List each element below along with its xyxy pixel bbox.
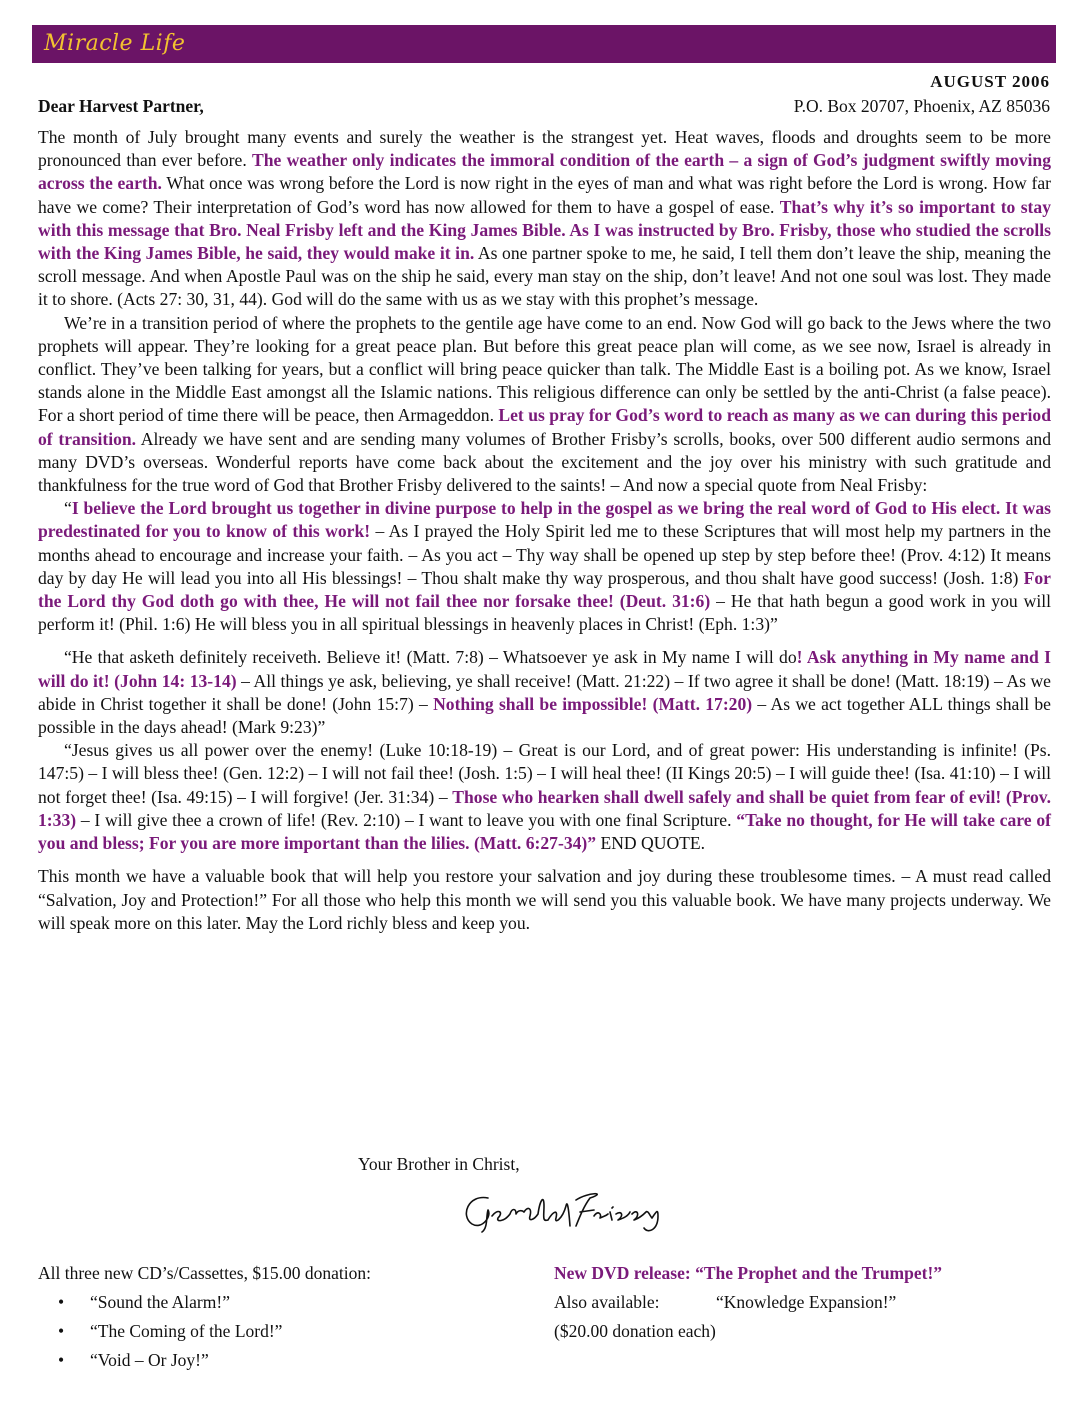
body-text: – As I prayed the Holy Spirit led me to these Scriptures that will most help my partners in the months ahead to encourage and increase your faith. – As you act – Thy way shall be opened up step by step before thee! (Prov. 4:12) It means day by day He will lead you into all His blessings! – Thou shalt make thy way prosperous, and thou shalt have good success! (Josh. 1:8) [38, 521, 1051, 588]
highlighted-text: ! Ask anything in My name and I will do it! (John 14: 13-14) [38, 647, 1052, 691]
also-label: Also available: [554, 1292, 660, 1312]
cd-offer-heading: All three new CD’s/Cassettes, $15.00 donation: [38, 1263, 371, 1283]
paragraph [38, 126, 1051, 312]
paragraph [38, 865, 1051, 935]
paragraph [38, 646, 1051, 739]
bullet-icon: • [58, 1292, 65, 1312]
header-banner [32, 25, 1056, 63]
body-text: “He that asketh definitely receiveth. Believe it! (Matt. 7:8) – Whatsoever ye ask in My name I will do [64, 647, 797, 668]
list-item [38, 1346, 371, 1375]
bullet-icon: • [58, 1321, 65, 1341]
body-text: – I will give thee a crown of life! (Rev. 2:10) – I want to leave you with one final Scripture. [76, 809, 737, 830]
body-text: “Jesus gives us all power over the enemy! (Luke 10:18-19) – Great is our Lord, and of great power: His understanding is infinite! (Ps. 147:5) – I will bless thee! (Gen. 12:2) – I will not fail thee! (Josh. 1:5) – I will heal thee! (II Kings 20:5) – I will guide thee! (Isa. 41:10) – I will not forget thee! (Isa. 49:15) – I will forgive! (Jer. 31:34) – [38, 740, 1051, 807]
cd-title: “The Coming of the Lord!” [90, 1321, 283, 1341]
also-available [554, 1288, 942, 1317]
body-text: We’re in a transition period of where the prophets to the gentile age have come to an end. Now God will go back to the Jews where the two prophets will appear. They’re looking for a great peace plan. But before this great peace plan will come, as we see now, Israel is already in conflict. They’ve been talking for years, but a conflict will bring peace quicker than talk. The Middle East is a boiling pot. As we know, Israel stands alone in the Middle East amongst all the Islamic nations. This religious difference can only be settled by the anti-Christ (a false peace). For a short period of time there will be peace, then Armageddon. [38, 312, 1051, 426]
body-text: This month we have a valuable book that will help you restore your salvation and joy during these troublesome times. – A must read called “Salvation, Joy and Protection!” For all those who help this month we will send you this valuable book. We have many projects underway. We will speak more on this later. May the Lord richly bless and keep you. [38, 866, 1051, 933]
paragraph [38, 312, 1051, 498]
signature-drawing [458, 1186, 668, 1236]
donation-note: ($20.00 donation each) [554, 1321, 716, 1341]
closing: Your Brother in Christ, [358, 1154, 520, 1174]
highlighted-text: That’s why it’s so important to stay with this message that Bro. Neal Frisby left and the King James Bible. As I was instructed by Bro. Frisby, those who studied the scrolls with the King James Bible, he said, they would make it in. [38, 196, 1051, 264]
highlighted-text: For the Lord thy God doth go with thee, He will not fail thee nor forsake thee! (Deut. 31:6) [38, 567, 1051, 612]
highlighted-text: Nothing shall be impossible! (Matt. 17:20) [433, 693, 753, 714]
dvd-offer [554, 1259, 942, 1346]
body-text: – All things ye ask, believing, ye shall receive! (Matt. 21:22) – If two agree it shall be done! (Matt. 18:19) – As we abide in Christ together it shall be done! (John 15:7) – [38, 670, 1051, 714]
paragraph [38, 497, 1051, 636]
brand-title: Miracle Life [44, 31, 186, 56]
dvd-release-heading: New DVD release: “The Prophet and the Trumpet!” [554, 1263, 943, 1283]
body-text: The month of July brought many events and surely the weather is the strangest yet. Heat waves, floods and droughts seem to be more pronounced than ever before. [38, 127, 1051, 171]
body-text: Already we have sent and are sending many volumes of Brother Frisby’s scrolls, books, over 500 different audio sermons and many DVD’s overseas. Wonderful reports have come back about the excitement and the joy over his ministry with such gratitude and thankfulness for the true word of God that Brother Frisby delivered to the saints! – And now a special quote from Neal Frisby: [38, 428, 1052, 496]
salutation: Dear Harvest Partner, [38, 96, 204, 116]
signature-image [458, 1186, 668, 1241]
also-title: “Knowledge Expansion!” [716, 1292, 897, 1312]
body-text: END QUOTE. [596, 833, 706, 854]
paragraph [38, 739, 1051, 855]
mailing-address: P.O. Box 20707, Phoenix, AZ 85036 [793, 96, 1050, 116]
highlighted-text: I believe the Lord brought us together in divine purpose to help in the gospel as we bring the real word of God to His elect. It was predestinated for you to know of this work! [38, 498, 1051, 542]
cd-title: “Sound the Alarm!” [90, 1292, 230, 1312]
cd-list [38, 1288, 371, 1375]
bullet-icon: • [58, 1350, 65, 1370]
cd-offer [38, 1259, 371, 1375]
letter-date: AUGUST 2006 [930, 72, 1050, 91]
highlighted-text: Those who hearken shall dwell safely and shall be quiet from fear of evil! (Prov. 1:33) [38, 786, 1051, 830]
letter-body [38, 126, 1051, 935]
body-text: What once was wrong before the Lord is now right in the eyes of man and what was right before the Lord is wrong. How far have we come? Their interpretation of God’s word has now allowed for them to have a gospel of ease. [38, 173, 1051, 217]
body-text: – He that hath begun a good work in you will perform it! (Phil. 1:6) He will bless you in all spiritual blessings in heavenly places in Christ! (Eph. 1:3)” [38, 591, 1051, 635]
list-item [38, 1288, 371, 1317]
list-item [38, 1317, 371, 1346]
highlighted-text: “Take no thought, for He will take care of you and bless; For you are more important than the lilies. (Matt. 6:27-34)” [38, 809, 1051, 854]
body-text: “ [64, 498, 72, 519]
highlighted-text: The weather only indicates the immoral condition of the earth – a sign of God’s judgment swiftly moving across the earth. [38, 150, 1051, 194]
cd-title: “Void – Or Joy!” [90, 1350, 209, 1370]
body-text: As one partner spoke to me, he said, I tell them don’t leave the ship, meaning the scroll message. And when Apostle Paul was on the ship he said, every man stay on the ship, don’t leave! And not one soul was lost. They made it to shore. (Acts 27: 30, 31, 44). God will do the same with us as we stay with this prophet’s message. [38, 243, 1051, 310]
highlighted-text: Let us pray for God’s word to reach as many as we can during this period of transition. [38, 405, 1051, 449]
body-text: – As we act together ALL things shall be possible in the days ahead! (Mark 9:23)” [38, 693, 1051, 738]
